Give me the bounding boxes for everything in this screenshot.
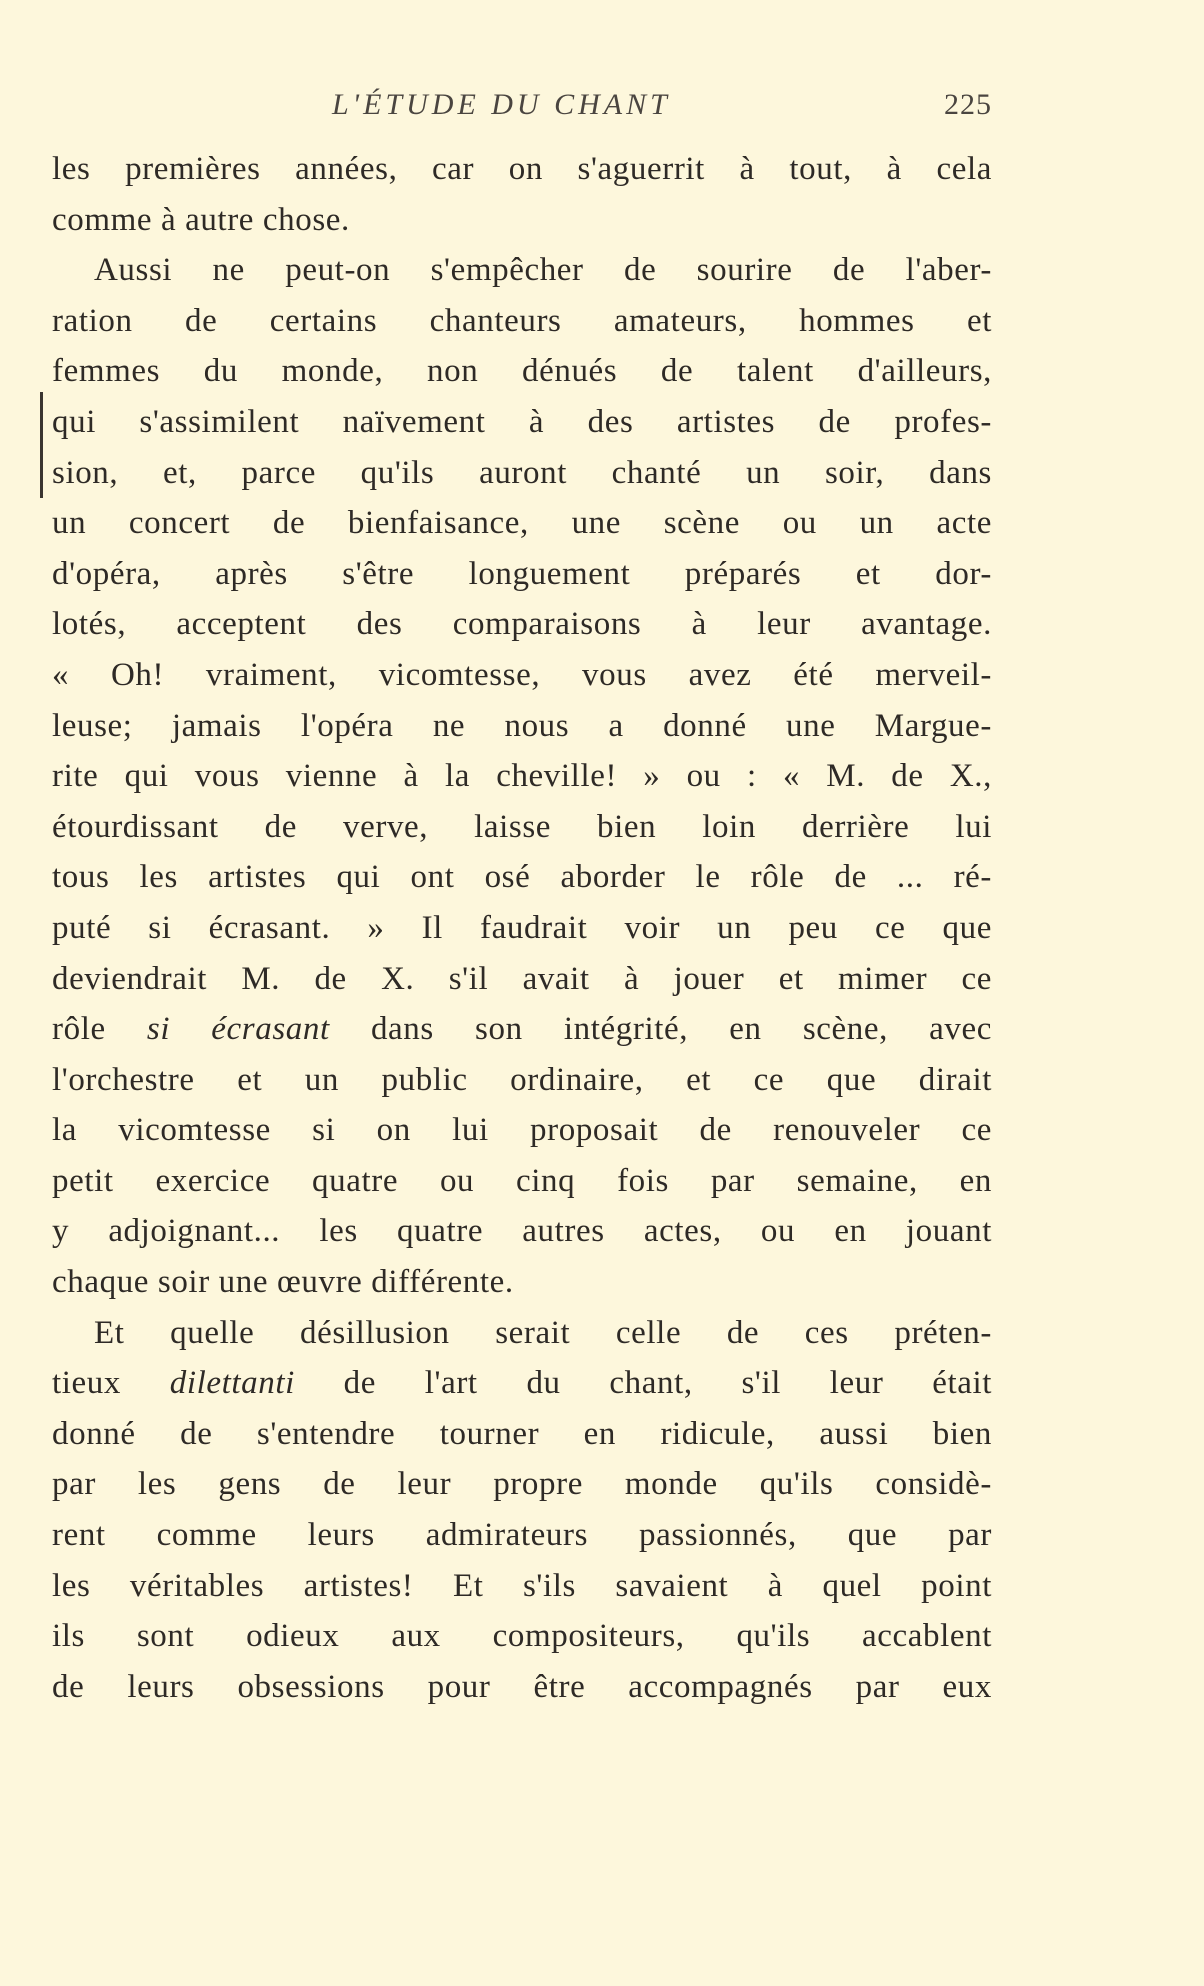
text-line-with-italic: rôle si écrasant dans son intégrité, en scène, avec	[52, 1011, 992, 1048]
text-line: ils sont odieux aux compositeurs, qu'ils accablent	[52, 1618, 992, 1655]
page-number: 225	[944, 88, 992, 121]
text-line: chaque soir une œuvre différente.	[52, 1264, 514, 1301]
text-line: Et quelle désillusion serait celle de ces préten-	[94, 1314, 992, 1351]
text-line: lotés, acceptent des comparaisons à leur avantage.	[52, 606, 992, 643]
text-line: femmes du monde, non dénués de talent d'ailleurs,	[52, 353, 992, 390]
text-line: « Oh! vraiment, vicomtesse, vous avez été merveil-	[52, 656, 992, 693]
text-line: puté si écrasant. » Il faudrait voir un peu ce que	[52, 909, 992, 946]
text-line-with-italic: tieux dilettanti de l'art du chant, s'il leur était	[52, 1365, 992, 1402]
text-line: qui s'assimilent naïvement à des artistes de profes-	[52, 403, 992, 440]
text-line: un concert de bienfaisance, une scène ou un acte	[52, 505, 992, 542]
text-line: tous les artistes qui ont osé aborder le rôle de ... ré-	[52, 859, 992, 896]
text-line: d'opéra, après s'être longuement préparés et dor-	[52, 555, 992, 592]
text-line: deviendrait M. de X. s'il avait à jouer et mimer ce	[52, 960, 992, 997]
text-line: étourdissant de verve, laisse bien loin derrière lui	[52, 808, 992, 845]
text-line: Aussi ne peut-on s'empêcher de sourire de l'aber-	[94, 252, 992, 289]
text-line: ration de certains chanteurs amateurs, hommes et	[52, 302, 992, 339]
text-line: y adjoignant... les quatre autres actes, ou en jouant	[52, 1213, 992, 1250]
text-line: sion, et, parce qu'ils auront chanté un soir, dans	[52, 454, 992, 491]
text-line: leuse; jamais l'opéra ne nous a donné une Margue-	[52, 707, 992, 744]
running-title: L'ÉTUDE DU CHANT	[332, 88, 671, 121]
margin-line-mark	[40, 392, 43, 498]
text-line: rent comme leurs admirateurs passionnés, que par	[52, 1517, 992, 1554]
text-line: comme à autre chose.	[52, 201, 350, 238]
text-line: rite qui vous vienne à la cheville! » ou : « M. de X.,	[52, 758, 992, 795]
text-line: l'orchestre et un public ordinaire, et ce que dirait	[52, 1061, 992, 1098]
text-line: la vicomtesse si on lui proposait de renouveler ce	[52, 1112, 992, 1149]
text-line: petit exercice quatre ou cinq fois par semaine, en	[52, 1162, 992, 1199]
text-line: par les gens de leur propre monde qu'ils considè-	[52, 1466, 992, 1503]
body-text	[52, 144, 992, 1712]
text-line: les premières années, car on s'aguerrit à tout, à cela	[52, 151, 992, 187]
text-line: donné de s'entendre tourner en ridicule, aussi bien	[52, 1415, 992, 1452]
text-line: les véritables artistes! Et s'ils savaient à quel point	[52, 1567, 992, 1604]
text-line: de leurs obsessions pour être accompagnés par eux	[52, 1668, 992, 1705]
running-head	[52, 88, 992, 128]
